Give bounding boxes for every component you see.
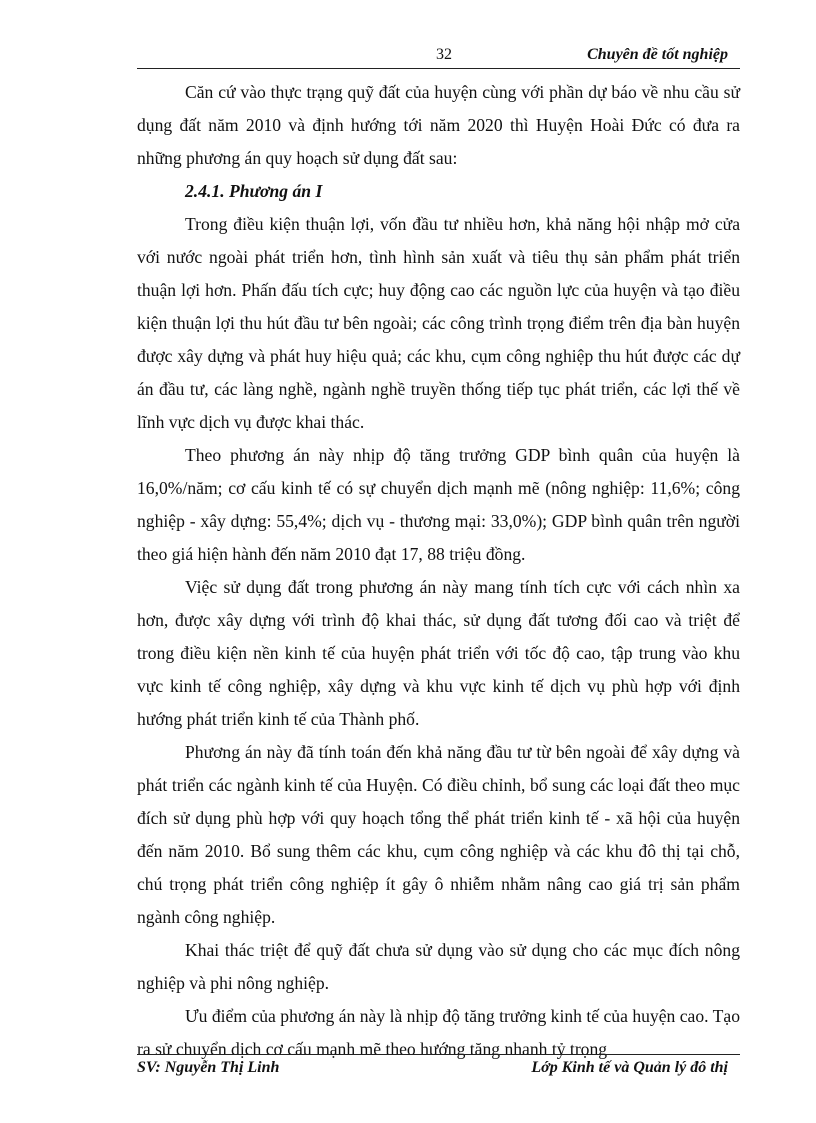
page-footer <box>137 1054 740 1081</box>
page-header <box>137 44 740 69</box>
footer-class: Lớp Kinh tế và Quản lý đô thị <box>531 1059 728 1076</box>
paragraph-unused-land: Khai thác triệt để quỹ đất chưa sử dụng vào sử dụng cho các mục đích nông nghiệp và phi nông nghiệp. <box>137 940 740 993</box>
paragraph-gdp: Theo phương án này nhịp độ tăng trưởng GDP bình quân của huyện là 16,0%/năm; cơ cấu kinh tế có sự chuyển dịch mạnh mẽ (nông nghiệp: 11,6%; công nghiệp - xây dựng: 55,4%; dịch vụ - thương mại: 33,0%); GDP bình quân trên người theo giá hiện hành đến năm 2010 đạt 17, 88 triệu đồng. <box>137 445 740 564</box>
page-number: 32 <box>436 46 452 63</box>
paragraph-investment: Phương án này đã tính toán đến khả năng đầu tư từ bên ngoài để xây dựng và phát triển các ngành kinh tế của Huyện. Có điều chỉnh, bổ sung các loại đất theo mục đích sử dụng phù hợp với quy hoạch tổng thể phát triển kinh tế - xã hội của huyện đến năm 2010. Bổ sung thêm các khu, cụm công nghiệp và các khu đô thị tại chỗ, chú trọng phát triển công nghiệp ít gây ô nhiễm nhằm nâng cao giá trị sản phẩm ngành công nghiệp. <box>137 742 740 927</box>
paragraph-intro: Căn cứ vào thực trạng quỹ đất của huyện cùng với phần dự báo về nhu cầu sử dụng đất năm 2010 và định hướng tới năm 2020 thì Huyện Hoài Đức có đưa ra những phương án quy hoạch sử dụng đất sau: <box>137 82 740 168</box>
document-body <box>137 76 740 1066</box>
paragraph-land-use: Việc sử dụng đất trong phương án này mang tính tích cực với cách nhìn xa hơn, được xây dựng với trình độ khai thác, sử dụng đất tương đối cao và triệt để trong điều kiện nền kinh tế của huyện phát triển với tốc độ cao, tập trung vào khu vực kinh tế công nghiệp, xây dựng và khu vực kinh tế dịch vụ phù hợp với định hướng phát triển kinh tế của Thành phố. <box>137 577 740 729</box>
footer-author: SV: Nguyễn Thị Linh <box>137 1059 280 1076</box>
paragraph-advantages: Ưu điểm của phương án này là nhịp độ tăng trưởng kinh tế của huyện cao. Tạo ra sử chuyển dịch cơ cấu mạnh mẽ theo hướng tăng nhanh tỷ trọng <box>137 1006 740 1059</box>
section-heading: 2.4.1. Phương án I <box>185 181 323 201</box>
paragraph-conditions: Trong điều kiện thuận lợi, vốn đầu tư nhiều hơn, khả năng hội nhập mở cửa với nước ngoài phát triển hơn, tình hình sản xuất và tiêu thụ sản phẩm phát triển thuận lợi hơn. Phấn đấu tích cực; huy động cao các nguồn lực của huyện và tạo điều kiện thuận lợi thu hút đầu tư bên ngoài; các công trình trọng điểm trên địa bàn huyện được xây dựng và phát huy hiệu quả; các khu, cụm công nghiệp thu hút được các dự án đầu tư, các làng nghề, ngành nghề truyền thống tiếp tục phát triển, các lợi thế về lĩnh vực dịch vụ được khai thác. <box>137 214 740 432</box>
header-title: Chuyên đề tốt nghiệp <box>587 46 728 63</box>
